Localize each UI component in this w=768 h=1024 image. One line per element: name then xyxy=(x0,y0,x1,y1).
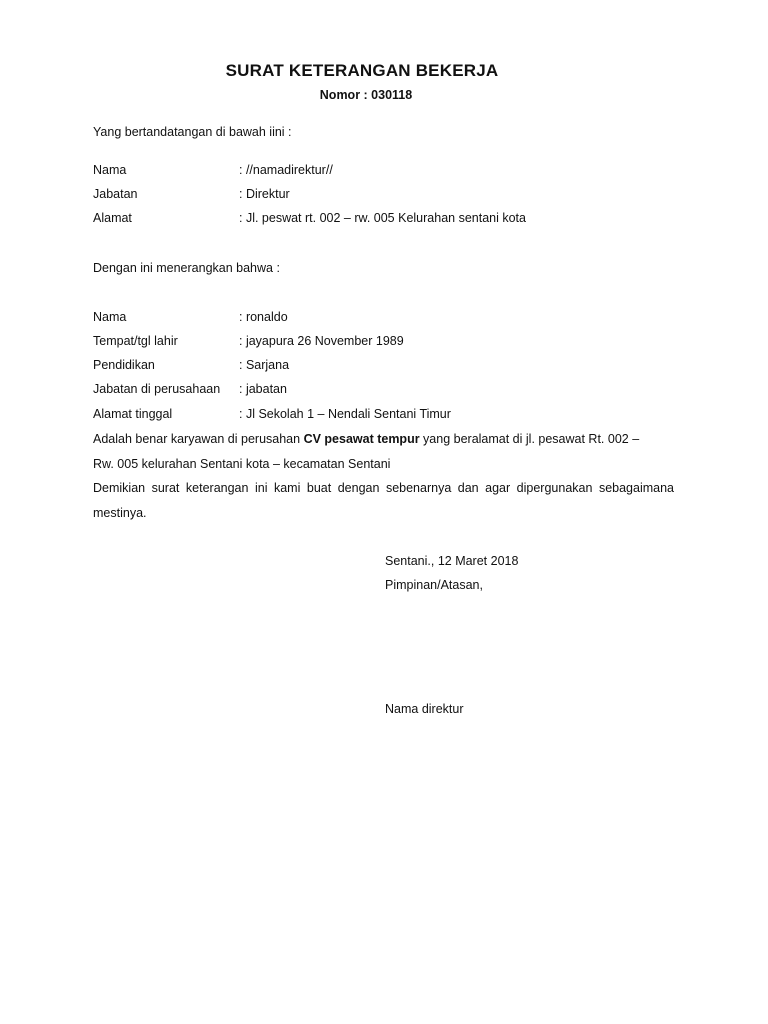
employment-paragraph-line1 xyxy=(93,427,674,452)
field-label: Nama xyxy=(93,310,127,324)
employment-paragraph-line2: Rw. 005 kelurahan Sentani kota – kecamatan Sentani xyxy=(93,456,391,471)
field-label: Alamat tinggal xyxy=(93,407,173,421)
statement-text: Dengan ini menerangkan bahwa : xyxy=(93,261,280,275)
field-value: : Sarjana xyxy=(239,358,290,372)
field-label: Nama xyxy=(93,163,127,177)
field-label: Alamat xyxy=(93,211,132,225)
paragraph-text: yang beralamat di jl. pesawat Rt. 002 – xyxy=(419,432,640,446)
closing-paragraph-line2: mestinya. xyxy=(93,505,147,520)
signer-role: Pimpinan/Atasan, xyxy=(385,578,483,592)
field-label: Pendidikan xyxy=(93,358,155,372)
field-value: : Direktur xyxy=(239,187,290,201)
field-label: Tempat/tgl lahir xyxy=(93,334,178,348)
place-date: Sentani., 12 Maret 2018 xyxy=(385,554,519,568)
field-value: : Jl. peswat rt. 002 – rw. 005 Kelurahan sentani kota xyxy=(239,211,526,225)
field-value: : jabatan xyxy=(239,382,287,396)
field-value: : ronaldo xyxy=(239,310,288,324)
field-value: : jayapura 26 November 1989 xyxy=(239,334,404,348)
closing-paragraph-line1: Demikian surat keterangan ini kami buat dengan sebenarnya dan agar dipergunakan sebagaimana xyxy=(93,481,674,495)
closing-paragraph xyxy=(93,476,674,525)
document-number: Nomor : 030118 xyxy=(319,88,413,102)
paragraph-text: Adalah benar karyawan di perusahan xyxy=(93,432,304,446)
field-value: : //namadirektur// xyxy=(239,163,333,177)
document-title: SURAT KETERANGAN BEKERJA xyxy=(225,61,499,80)
field-label: Jabatan xyxy=(93,187,138,201)
intro-text: Yang bertandatangan di bawah iini : xyxy=(93,125,292,139)
employment-paragraph xyxy=(93,427,674,476)
company-name: CV pesawat tempur xyxy=(303,432,420,446)
field-label: Jabatan di perusahaan xyxy=(93,382,221,396)
signer-name: Nama direktur xyxy=(385,702,464,716)
field-value: : Jl Sekolah 1 – Nendali Sentani Timur xyxy=(239,407,451,421)
